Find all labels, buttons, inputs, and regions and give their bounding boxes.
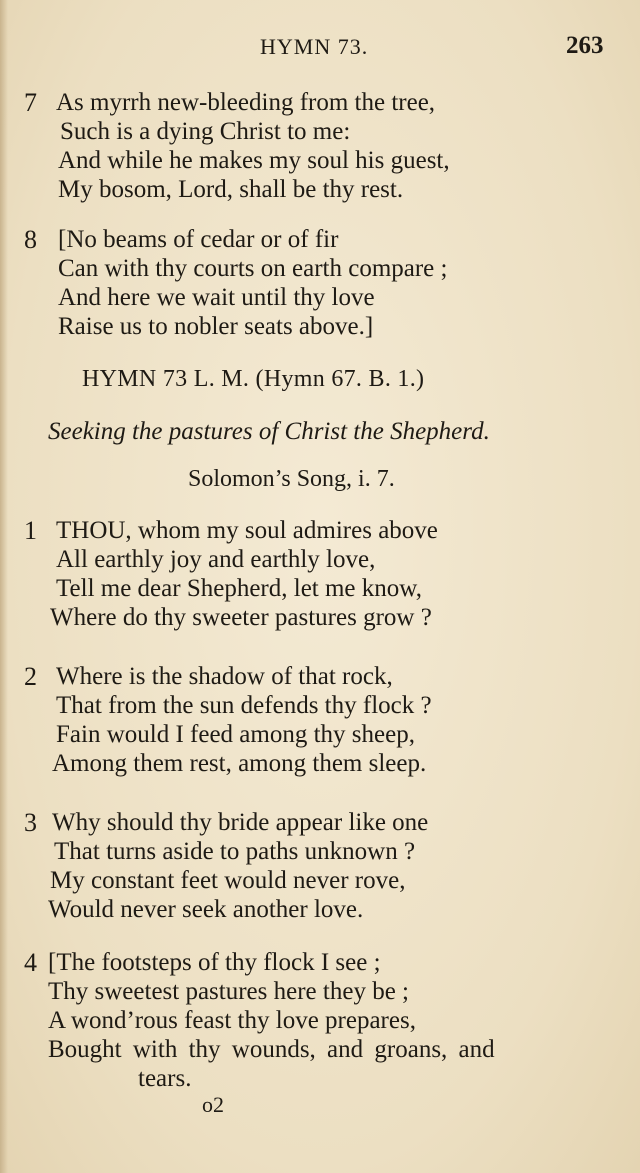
verse-line: Can with thy courts on earth compare ;: [58, 255, 448, 282]
verse-line: Tell me dear Shepherd, let me know,: [56, 575, 422, 602]
verse-line: And while he makes my soul his guest,: [58, 147, 450, 174]
verse-line: A wond’rous feast thy love prepares,: [48, 1007, 416, 1034]
page-header: [0, 30, 640, 70]
verse-line: Thy sweetest pastures here they be ;: [48, 978, 409, 1005]
hymn-heading: HYMN 73 L. M. (Hymn 67. B. 1.): [82, 366, 425, 392]
stanza-number: 7: [24, 88, 37, 117]
verse-line: My bosom, Lord, shall be thy rest.: [58, 176, 404, 203]
verse-line: Among them rest, among them sleep.: [52, 750, 427, 777]
verse-line: As myrrh new-bleeding from the tree,: [56, 89, 436, 116]
verse-line: [No beams of cedar or of fir: [58, 226, 339, 253]
hymn-subtitle: Seeking the pastures of Christ the Shepherd.: [48, 418, 490, 445]
verse-line: And here we wait until thy love: [58, 284, 375, 311]
stanza-number: 8: [24, 225, 37, 254]
signature-mark: o2: [202, 1092, 224, 1117]
verse-line: Would never seek another love.: [48, 896, 364, 923]
running-title: HYMN 73.: [260, 34, 369, 59]
verse-line: Where do thy sweeter pastures grow ?: [50, 604, 432, 631]
verse-line: That from the sun defends thy flock ?: [56, 692, 432, 719]
verse-line: Bought with thy wounds, and groans, and: [48, 1036, 495, 1063]
stanza-number: 4: [24, 948, 37, 977]
verse-line: Raise us to nobler seats above.]: [58, 313, 374, 340]
stanza-number: 2: [24, 662, 37, 691]
verse-line: That turns aside to paths unknown ?: [54, 838, 416, 865]
scripture-reference: Solomon’s Song, i. 7.: [188, 466, 395, 492]
verse-line: Where is the shadow of that rock,: [56, 663, 393, 690]
verse-line: All earthly joy and earthly love,: [56, 546, 376, 573]
verse-line: Why should thy bride appear like one: [52, 809, 429, 836]
verse-line: [The footsteps of thy flock I see ;: [48, 949, 381, 976]
verse-line: My constant feet would never rove,: [50, 867, 406, 894]
stanza-number: 1: [24, 516, 37, 545]
stanza-number: 3: [24, 808, 37, 837]
page-gutter-shadow: [0, 0, 8, 1173]
verse-line: THOU, whom my soul admires above: [56, 517, 438, 544]
page-number: 263: [566, 32, 604, 59]
verse-line: Fain would I feed among thy sheep,: [56, 721, 415, 748]
verse-line-continuation: tears.: [138, 1065, 192, 1092]
verse-line: Such is a dying Christ to me:: [60, 118, 351, 145]
